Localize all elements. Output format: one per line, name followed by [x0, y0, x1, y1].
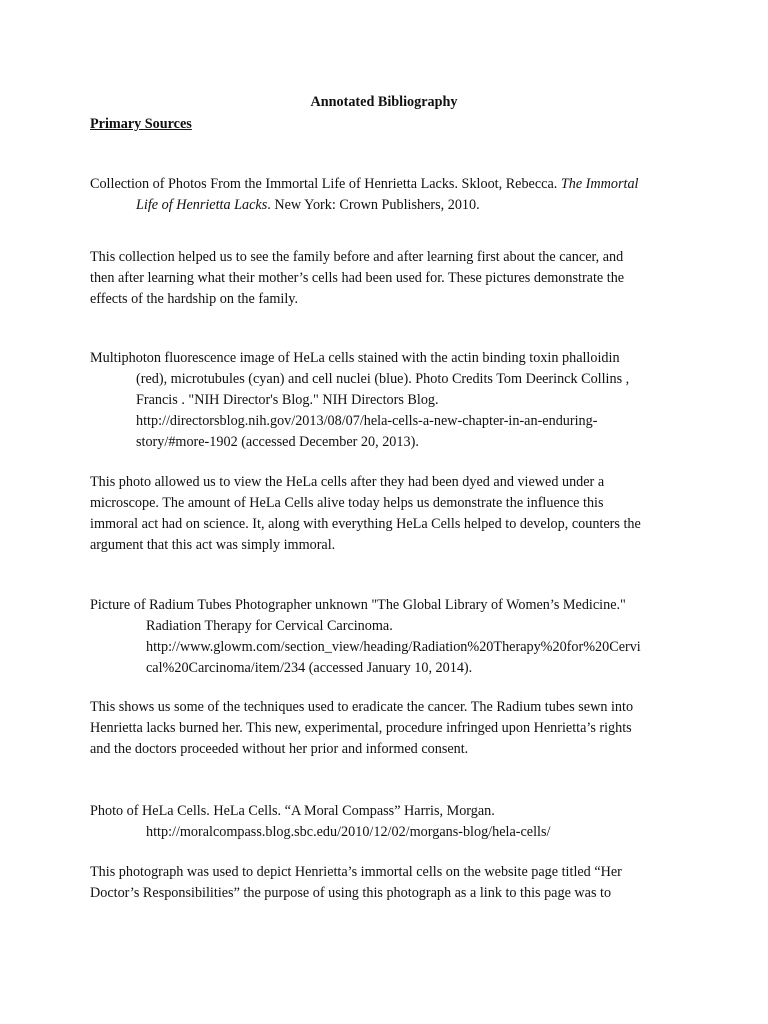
- annotation-line: This shows us some of the techniques used to eradicate the cancer. The Radium tubes sewn into: [90, 699, 634, 715]
- annotation-paragraph: [90, 862, 680, 904]
- citation-entry: [90, 595, 680, 679]
- annotation-line: argument that this act was simply immoral.: [90, 537, 336, 553]
- annotation-line: then after learning what their mother’s cells had been used for. These pictures demonstrate the: [90, 270, 625, 286]
- citation-line: Multiphoton fluorescence image of HeLa cells stained with the actin binding toxin phalloidin: [90, 350, 620, 366]
- citation-line: (red), microtubules (cyan) and cell nuclei (blue). Photo Credits Tom Deerinck Collins ,: [136, 371, 630, 387]
- citation-line: [90, 174, 680, 195]
- annotation-line: This collection helped us to see the family before and after learning first about the cancer, and: [90, 249, 624, 265]
- annotation-line: Doctor’s Responsibilities” the purpose of using this photograph as a link to this page was to: [90, 885, 612, 901]
- citation-line: Radiation Therapy for Cervical Carcinoma.: [146, 618, 393, 634]
- document-title: Annotated Bibliography: [310, 94, 458, 110]
- citation-text: . New York: Crown Publishers, 2010.: [267, 197, 480, 213]
- annotation-line: This photo allowed us to view the HeLa cells after they had been dyed and viewed under a: [90, 474, 605, 490]
- citation-book-title: Life of Henrietta Lacks: [136, 197, 268, 213]
- citation-url: http://moralcompass.blog.sbc.edu/2010/12/02/morgans-blog/hela-cells/: [146, 824, 551, 840]
- citation-line: [90, 195, 680, 216]
- citation-line: story/#more-1902 (accessed December 20, 2013).: [136, 434, 419, 450]
- citation-book-title: The Immortal: [560, 176, 639, 192]
- annotation-line: immoral act had on science. It, along with everything HeLa Cells helped to develop, counters the: [90, 516, 641, 532]
- annotation-line: Henrietta lacks burned her. This new, experimental, procedure infringed upon Henrietta’s rights: [90, 720, 632, 736]
- citation-line: Photo of HeLa Cells. HeLa Cells. “A Moral Compass” Harris, Morgan.: [90, 803, 495, 819]
- citation-line: Francis . "NIH Director's Blog." NIH Directors Blog.: [136, 392, 439, 408]
- annotation-paragraph: [90, 697, 680, 760]
- citation-url: http://www.glowm.com/section_view/heading/Radiation%20Therapy%20for%20Cervi: [146, 639, 641, 655]
- citation-entry: [90, 801, 680, 843]
- citation-entry: [90, 174, 680, 216]
- annotation-paragraph: [90, 247, 680, 310]
- section-heading-primary-sources: Primary Sources: [90, 116, 192, 132]
- annotation-line: effects of the hardship on the family.: [90, 291, 299, 307]
- citation-text: Collection of Photos From the Immortal Life of Henrietta Lacks. Skloot, Rebecca.: [90, 176, 561, 192]
- annotation-paragraph: [90, 472, 680, 556]
- citation-line: Picture of Radium Tubes Photographer unknown "The Global Library of Women’s Medicine.": [90, 597, 626, 613]
- annotation-line: microscope. The amount of HeLa Cells alive today helps us demonstrate the influence this: [90, 495, 604, 511]
- citation-line: cal%20Carcinoma/item/234 (accessed January 10, 2014).: [146, 660, 473, 676]
- citation-entry: [90, 348, 680, 453]
- annotation-line: This photograph was used to depict Henrietta’s immortal cells on the website page titled “Her: [90, 864, 622, 880]
- annotation-line: and the doctors proceeded without her prior and informed consent.: [90, 741, 469, 757]
- citation-url: http://directorsblog.nih.gov/2013/08/07/hela-cells-a-new-chapter-in-an-enduring-: [136, 413, 598, 429]
